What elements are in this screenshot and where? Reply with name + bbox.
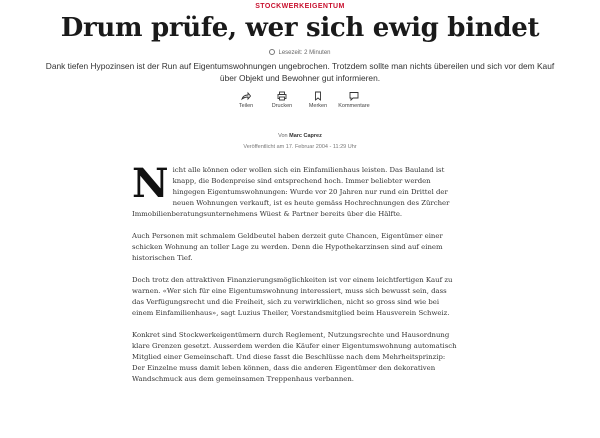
read-time-label: Lesezeit: 2 Minuten bbox=[278, 50, 331, 56]
article-actions bbox=[0, 91, 600, 109]
share-icon bbox=[241, 91, 251, 101]
drop-cap: N bbox=[132, 160, 169, 207]
paragraph-text: icht alle können oder wollen sich ein Einfamilienhaus leisten. Das Bauland ist knapp, die Bodenpreise sind entsprechend hoch. Immer beliebter werden hingegen Eigentumswohnungen: Wurde vor 20 Jahren nur rund ein Drittel der neuen Wohnungen verkauft, ist es heute gemäss Hochrechnungen des Zürcher Immobilienberatungsunternehmens Wüest & Partner bereits über die Hälfte. bbox=[132, 166, 450, 218]
paragraph: Doch trotz den attraktiven Finanzierungsmöglichkeiten ist vor einem leichtfertigen Kauf zu warnen. «Wer sich für eine Eigentumswohnung interessiert, muss sich bewusst sein, dass das Verfügungsrecht und die Freiheit, sich zu verwirklichen, nicht so gross sind wie bei einem Einfamilienhaus», sagt Luzius Theiler, Vorstandsmitglied beim Hausverein Schweiz. bbox=[132, 276, 453, 317]
bookmark-icon bbox=[313, 91, 323, 101]
read-time bbox=[0, 49, 600, 56]
comment-icon bbox=[349, 91, 359, 101]
print-icon bbox=[277, 91, 287, 101]
byline bbox=[0, 133, 600, 139]
bookmark-button[interactable] bbox=[305, 91, 331, 109]
comments-button[interactable] bbox=[338, 91, 370, 109]
author-link[interactable]: Marc Caprez bbox=[289, 133, 322, 139]
article-body bbox=[132, 160, 458, 396]
print-button[interactable] bbox=[269, 91, 295, 109]
share-label: Teilen bbox=[238, 103, 254, 109]
print-label: Drucken bbox=[271, 103, 293, 109]
article-kicker[interactable]: STOCKWERKEIGENTUM bbox=[255, 3, 345, 10]
byline-prefix: Von bbox=[278, 133, 288, 139]
bookmark-label: Merken bbox=[308, 103, 328, 109]
clock-icon bbox=[269, 49, 275, 55]
paragraph: Konkret sind Stockwerkeigentümern durch Reglement, Nutzungsrechte und Hausordnung klare Grenzen gesetzt. Ausserdem werden die Käufer einer Eigentumswohnung automatisch Mitglied einer Gemeinschaft. Und diese fasst die Beschlüsse nach dem Mehrheitsprinzip: Der Einzelne muss damit leben können, dass die anderen Eigentümer den dekorativen Wandschmuck aus dem gemeinsamen Treppenhaus verbannen. bbox=[132, 331, 457, 383]
publish-date: Veröffentlicht am 17. Februar 2004 - 11:29 Uhr bbox=[243, 144, 357, 150]
comments-label: Kommentare bbox=[338, 103, 370, 109]
share-button[interactable] bbox=[233, 91, 259, 109]
paragraph bbox=[132, 160, 458, 220]
article-lead: Dank tiefen Hypozinsen ist der Run auf Eigentumswohnungen ungebrochen. Trotzdem sollte man nichts übereilen und sich vor dem Kauf über Objekt und Bewohner gut informieren. bbox=[45, 61, 555, 83]
paragraph: Auch Personen mit schmalem Geldbeutel haben derzeit gute Chancen, Eigentümer einer schicken Wohnung an toller Lage zu werden. Denn die Hypothekarzinsen sind auf einem historischen Tief. bbox=[132, 232, 443, 262]
article-title: Drum prüfe, wer sich ewig bindet bbox=[60, 13, 540, 43]
